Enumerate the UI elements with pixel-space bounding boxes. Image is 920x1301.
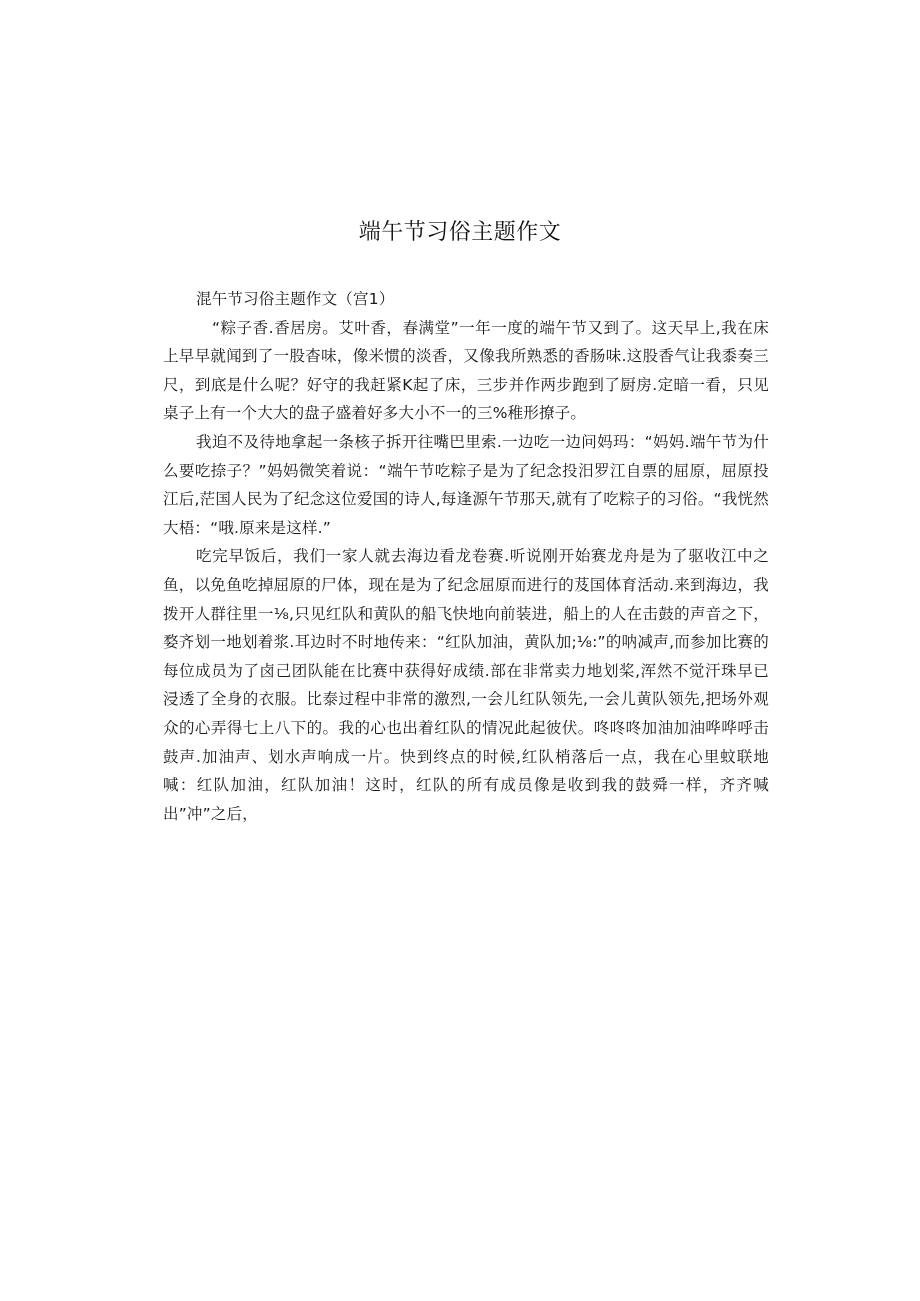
document-title: 端午节习俗主题作文 [358, 220, 562, 245]
paragraph-3: 吃完早饭后，我们一家人就去海边看龙卷赛.听说刚开始赛龙舟是为了驱收江中之鱼，以免鱼吃掉屈原的尸体，现在是为了纪念屈原而进行的芨国体育活动.来到海边，我拨开人群往里一⅛,只见红队和黄队的船飞快地向前装进，船上的人在击鼓的声音之下，婺齐划一地划着浆.耳边时不时地传来：“红队加油，黄队加;⅛:”的呐减声,而参加比赛的每位成员为了卤己团队能在比赛中获得好成绩.部在非常卖力地划桨,浑然不觉汗珠早已浸透了全身的衣服。比泰过程中非常的激烈,一会儿红队领先,一会儿黄队领先,把场外观众的心弄得七上八下的。我的心也出着红队的情况此起彼伏。咚咚咚加油加油哗哗呼击鼓声.加油声、划水声响成一片。快到终点的时候,红队梢落后一点，我在心里蚊联地喊：红队加油，红队加油！这时，红队的所有成员像是收到我的鼓舜一样，齐齐喊出”冲”之后， [163, 547, 769, 823]
paragraph-1: “粽子香.香居房。艾叶香，春满堂”一年一度的端午节又到了。这天早上,我在床上早早就闻到了一股杳味，像米惯的淡香，又像我所熟悉的香肠味.这股香气让我黍奏三尺，到底是什么呢？好守的我赶紧K起了床，三步并作两步跑到了厨房.定暗一看，只见桌子上有一个大大的盘子盛着好多大小不一的三%稚形撩子。 [163, 318, 769, 423]
paragraph-2: 我迫不及待地拿起一条核子拆开往嘴巴里索.一边吃一边问妈玛：“妈妈.端午节为什么要吃捺子？”妈妈微笑着说：“端午节吃粽子是为了纪念投汨罗江自票的屈原，屈原投江后,茫国人民为了纪念这位爱国的诗人,每逢源午节那天,就有了吃粽子的习俗。“我恍然大梧：“哦.原来是这样.” [163, 432, 769, 537]
document-body [163, 285, 769, 828]
document-subtitle: 混午节习俗主题作文（宫1） [196, 290, 395, 308]
